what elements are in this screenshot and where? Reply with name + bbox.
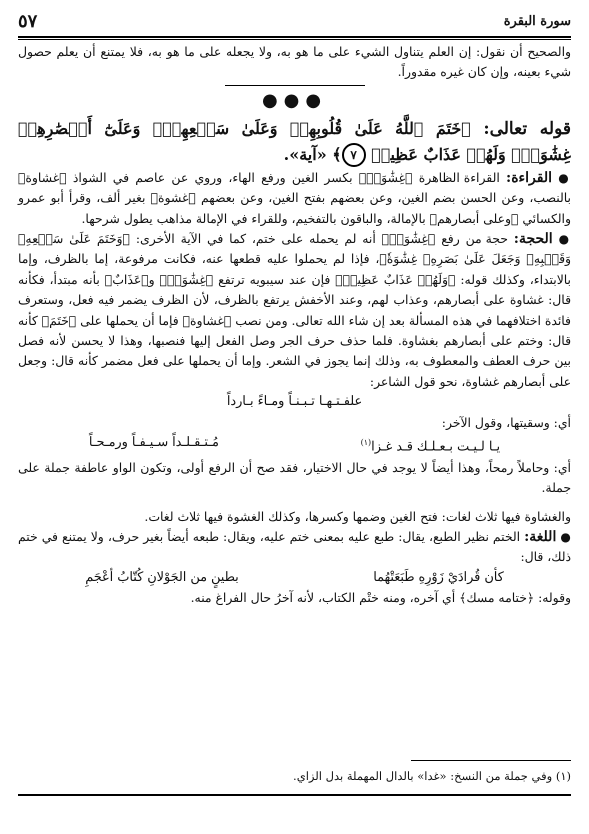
surah-title: سورة البقرة: [503, 13, 571, 29]
verse3-second-hemistich: بطينٍ من الجَوْلانِ كُتّابُ أعْجَمِ: [85, 569, 239, 585]
footnote-rule: [411, 760, 571, 761]
closing-paragraph: وقوله: ﴿ختامه مسك﴾ أي آخره، ومنه ختْم الكتاب، لأنه آخرُ حال الفراغ منه.: [190, 590, 571, 606]
hujja-paragraph: [18, 229, 571, 392]
verse-heading: [18, 116, 571, 168]
hujja-text: حجة من رفع ﴿غِشَٰوَةٞ﴾ أنه لم يحمله على ختم، كما في الآية الأخرى: ﴿وَخَتَمَ عَلَىٰ سَمۡعِهِۦ وَقَلۡبِهِۦ وَجَعَلَ عَلَىٰ بَصَرِهِۦ غِشَٰوَةٗ﴾، فإذا لم يحملوا عليه قطعها عنه، فكانت مرفوعة، إما بالظرف، وإما بالابتداء، وكذلك قوله: ﴿وَلَهُمۡ عَذَابٌ عَظِيمٞ﴾ فإن عند سيبويه ترتفع ﴿غِشَٰوَةٞ﴾ و﴿عَذَابٌ﴾ بأنه مبتدأ، فكأنه قال: غشاوة على أبصارهم، وعذاب لهم، وعند الأخفش يرتفع بالظرف، لأن الظرف يضمر فيه فعل، وستعرف فائدة اختلافهما في هذه المسألة بعد إن شاء الله تعالى. ومن نصب ﴿غشاوة﴾ فإما أن يحملها على ﴿خَتَمَ﴾ كأنه قال: وختم على أبصارهم بغشاوة. فلما حذف حرف الجر وصل الفعل إليها فنصبها، وهذا لا يحسن لأنه فصل بين حرف العطف والمعطوف به، وذلك إنما يجوز في الشعر. وإما أن يحملها على فعل مضمر كأنه قال: وجعل على أبصارهم غشاوة، نحو قول الشاعر:: [18, 231, 571, 389]
verse2-right-text: يـا لـيـت بـعـلـك قـد غـزا: [371, 439, 501, 455]
verse-tail: ﴾ «آية».: [283, 144, 342, 164]
poem-verse-2: [18, 433, 571, 458]
qiraa-label: القراءة:: [506, 169, 552, 186]
separator-line: [225, 85, 365, 86]
after-verse2-paragraph: أي: وحاملاً رمحاً، وهذا أيضاً لا يوجد في حال الاختيار، فقد صح أن الرفع أولى، وتكون الواو عاطفة جملة على جملة.: [18, 459, 571, 496]
header-rule-thin: [18, 39, 571, 40]
page-bottom-rule: [18, 794, 571, 796]
qiraa-paragraph: [18, 168, 571, 229]
lughat-paragraph: والغشاوة فيها ثلاث لغات: فتح الغين وضمها وكسرها، وكذلك الغشوة فيها ثلاث لغات.: [144, 508, 571, 524]
verse3-first-hemistich: كأن قُرادَيْ زَوْرِهِ طَبَعَتْهُما: [373, 569, 504, 585]
footnote-marker: (١): [360, 438, 372, 448]
page-number: ٥٧: [18, 10, 38, 32]
verse2-second-hemistich: مُـتـقـلـداً سـيـفـاً ورمـحـاً: [88, 435, 219, 451]
verse-heading-label: قوله تعالى:: [483, 118, 572, 139]
poem-verse-1: علفـتـهـا تـبـنـاً ومـاءً بـارداً: [226, 394, 363, 410]
running-header: [18, 10, 571, 32]
separator-dots: ●●●: [261, 89, 328, 111]
bullet-icon: ●: [558, 170, 571, 185]
verse-text: ﴿خَتَمَ ٱللَّهُ عَلَىٰ قُلُوبِهِمۡ وَعَلَىٰ سَمۡعِهِمۡۖ وَعَلَىٰٓ أَبۡصَٰرِهِمۡ غِشَٰوَةٞۖ وَلَهُمۡ عَذَابٌ عَظِيمٞ: [18, 118, 571, 164]
section-separator: [18, 85, 571, 110]
verse2-first-hemistich: [361, 433, 501, 458]
intro-paragraph: والصحيح أن نقول: إن العلم يتناول الشيء على ما هو به، ولا يجعله على ما هو به، فلا يمتنع أن يعلم حصول شيء بعينه، وإن كان غيره مقدوراً.: [18, 44, 571, 80]
page-body: [18, 42, 571, 609]
lugha-text: الختم نظير الطبع، يقال: طبع عليه بمعنى ختم عليه، ويقال: طبعه أيضاً بغير حرف، ولا يمتنع في ختم ذلك، قال:: [18, 528, 571, 565]
spacer: [18, 499, 571, 507]
lugha-label: اللغة:: [524, 528, 557, 545]
lugha-paragraph: [18, 527, 571, 568]
hujja-label: الحجة:: [513, 231, 553, 248]
ayah-number-badge: ٧: [342, 143, 366, 167]
poem-verse-3: [18, 568, 571, 588]
verse1-intro: أي: وسقيتها، وقول الآخر:: [441, 414, 571, 430]
footnote: (١) وفي جملة من النسخ: «غدا» بالدال المهملة بدل الزاي.: [293, 769, 571, 783]
bullet-icon: ●: [558, 232, 571, 247]
qiraa-text: القراءة الظاهرة ﴿غِشَٰوَةٞ﴾ بكسر الغين ورفع الهاء، وروي عن عاصم في الشواذ ﴿غشاوة﴾ بالنصب، وعن الحسن بضم الغين، وعن بعضهم بفتح الغين، وعن بعضهم ﴿غشوة﴾ بغير ألف، وقرأ أبو عمرو والكسائي ﴿وعلى أبصارهم﴾ بالإمالة، والباقون بالتفخيم، وللقراء في الإمالة مذاهب يطول شرحها.: [18, 169, 571, 226]
header-rule: [18, 36, 571, 38]
bullet-icon: ●: [560, 529, 571, 544]
